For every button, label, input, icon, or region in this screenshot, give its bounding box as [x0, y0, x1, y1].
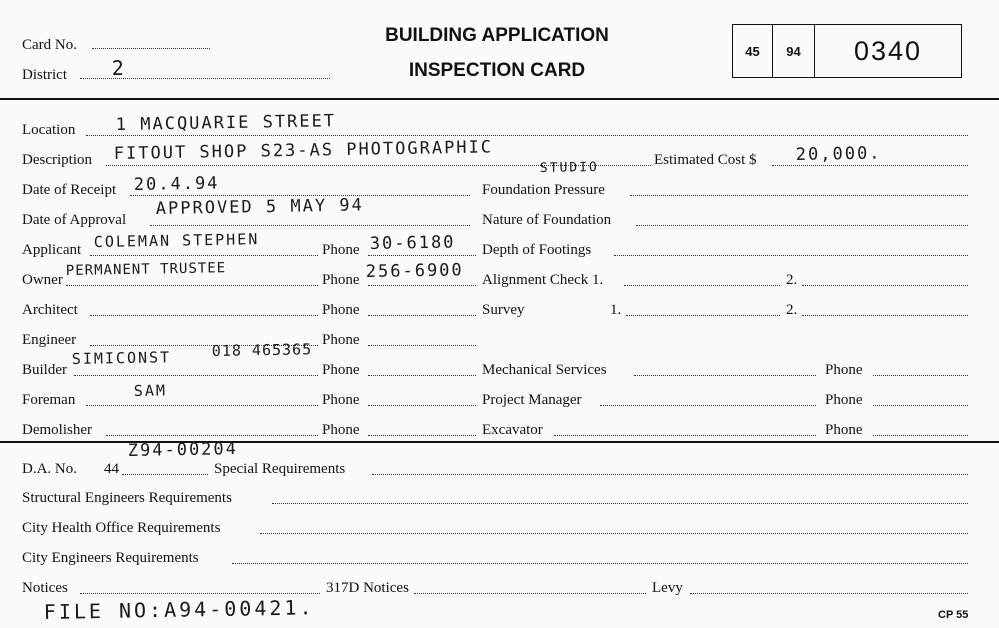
foreman-value: SAM	[133, 381, 168, 400]
foundation-pressure-label: Foundation Pressure	[482, 182, 605, 198]
excavator-phone-label: Phone	[825, 422, 863, 438]
owner-dots	[66, 285, 318, 286]
ref-number: 0340	[853, 35, 923, 66]
levy-label: Levy	[652, 580, 683, 596]
location-label: Location	[22, 122, 76, 138]
engineers-requirements-label: City Engineers Requirements	[22, 550, 199, 566]
approval-dots	[150, 225, 470, 226]
district-label: District	[22, 67, 67, 83]
owner-value: PERMANENT TRUSTEE	[65, 260, 227, 279]
mechanical-services-label: Mechanical Services	[482, 362, 607, 378]
architect-phone-dots	[368, 315, 476, 316]
foreman-label: Foreman	[22, 392, 76, 408]
notices-317d-dots	[414, 593, 646, 594]
ref-part-b: 94	[773, 25, 815, 77]
card-title-line2: INSPECTION CARD	[408, 60, 586, 81]
da-no-label: D.A. No.	[22, 461, 77, 477]
depth-of-footings-dots	[614, 255, 968, 256]
receipt-value: 20.4.94	[133, 173, 220, 195]
builder-value: SIMICONST	[71, 348, 172, 368]
approval-label: Date of Approval	[22, 212, 127, 228]
header-divider	[0, 98, 999, 100]
engineer-phone-label: Phone	[322, 332, 360, 348]
applicant-phone-value: 30-6180	[369, 232, 456, 254]
levy-dots	[690, 593, 968, 594]
alignment-check-label: Alignment Check 1.	[482, 272, 604, 288]
survey-2-label: 2.	[786, 302, 798, 318]
description-label: Description	[22, 152, 92, 168]
foreman-phone-dots	[368, 405, 476, 406]
applicant-value: COLEMAN STEPHEN	[93, 230, 260, 251]
demolisher-phone-label: Phone	[322, 422, 360, 438]
nature-of-foundation-label: Nature of Foundation	[482, 212, 612, 228]
alignment-check-1-dots	[624, 285, 780, 286]
engineer-phone-dots	[368, 345, 476, 346]
applicant-label: Applicant	[22, 242, 82, 258]
applicant-phone-label: Phone	[322, 242, 360, 258]
special-requirements-label: Special Requirements	[214, 461, 346, 477]
project-manager-dots	[600, 405, 816, 406]
foreman-dots	[86, 405, 318, 406]
receipt-label: Date of Receipt	[22, 182, 117, 198]
owner-phone-label: Phone	[322, 272, 360, 288]
mechanical-services-phone-label: Phone	[825, 362, 863, 378]
demolisher-phone-dots	[368, 435, 476, 436]
estimated-cost-value: 20,000.	[795, 143, 882, 165]
demolisher-label: Demolisher	[22, 422, 92, 438]
owner-phone-dots	[368, 285, 476, 286]
owner-label: Owner	[22, 272, 63, 288]
notices-label: Notices	[22, 580, 68, 596]
description-value-2: STUDIO	[539, 159, 599, 176]
excavator-label: Excavator	[482, 422, 543, 438]
architect-dots	[90, 315, 318, 316]
approval-value: APPROVED 5 MAY 94	[155, 195, 364, 219]
project-manager-phone-label: Phone	[825, 392, 863, 408]
form-code: CP 55	[938, 609, 969, 621]
survey-1-label: 1.	[610, 302, 622, 318]
builder-label: Builder	[22, 362, 67, 378]
architect-label: Architect	[22, 302, 78, 318]
location-dots	[86, 135, 968, 136]
architect-phone-label: Phone	[322, 302, 360, 318]
applicant-phone-dots	[368, 255, 476, 256]
nature-of-foundation-dots	[636, 225, 968, 226]
survey-label: Survey	[482, 302, 525, 318]
owner-phone-value: 256-6900	[365, 260, 464, 282]
excavator-dots	[554, 435, 816, 436]
foundation-pressure-dots	[630, 195, 968, 196]
builder-phone-note: 018 465365	[211, 340, 313, 360]
card-no-label: Card No.	[22, 37, 77, 53]
mechanical-services-phone-dots	[873, 375, 968, 376]
alignment-check-2-label: 2.	[786, 272, 798, 288]
project-manager-phone-dots	[873, 405, 968, 406]
mechanical-services-dots	[634, 375, 816, 376]
estimated-cost-dots	[772, 165, 968, 166]
foreman-phone-label: Phone	[322, 392, 360, 408]
engineer-label: Engineer	[22, 332, 77, 348]
da-value: Z94-00204	[127, 439, 239, 461]
location-value: 1 MACQUARIE STREET	[115, 111, 337, 135]
survey-2-dots	[802, 315, 968, 316]
da-no-dots	[122, 474, 208, 475]
health-requirements-label: City Health Office Requirements	[22, 520, 221, 536]
structural-requirements-label: Structural Engineers Requirements	[22, 490, 232, 506]
da-prefix: 44	[104, 461, 119, 477]
health-requirements-dots	[260, 533, 968, 534]
card-no-dots	[92, 48, 210, 49]
reference-number-box	[732, 24, 962, 78]
applicant-dots	[90, 255, 318, 256]
engineers-requirements-dots	[232, 563, 968, 564]
builder-phone-label: Phone	[322, 362, 360, 378]
project-manager-label: Project Manager	[482, 392, 582, 408]
structural-requirements-dots	[272, 503, 968, 504]
district-value: 2	[111, 55, 127, 80]
builder-phone-dots	[368, 375, 476, 376]
survey-1-dots	[626, 315, 780, 316]
file-number: FILE NO:A94-00421.	[43, 595, 315, 624]
alignment-check-2-dots	[802, 285, 968, 286]
notices-317d-label: 317D Notices	[326, 580, 409, 596]
excavator-phone-dots	[873, 435, 968, 436]
depth-of-footings-label: Depth of Footings	[482, 242, 592, 258]
builder-dots	[74, 375, 318, 376]
description-value: FITOUT SHOP S23-AS PHOTOGRAPHIC	[113, 137, 494, 164]
ref-part-a: 45	[733, 25, 773, 77]
estimated-cost-label: Estimated Cost $	[654, 152, 757, 168]
demolisher-dots	[106, 435, 318, 436]
card-title-line1: BUILDING APPLICATION	[385, 25, 609, 46]
notices-dots	[80, 593, 320, 594]
special-requirements-dots	[372, 474, 968, 475]
